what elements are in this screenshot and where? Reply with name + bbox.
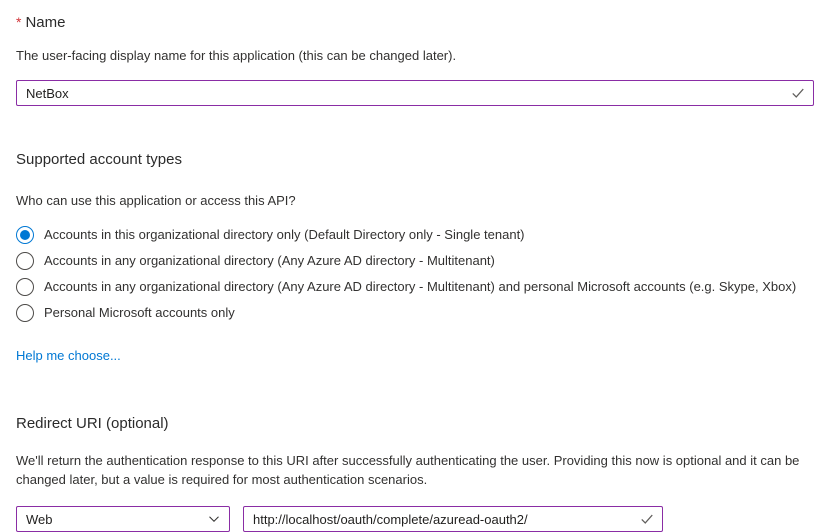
account-types-title: Supported account types xyxy=(16,151,182,168)
name-section-title xyxy=(16,12,814,33)
required-marker: * xyxy=(16,14,22,30)
account-types-radio-group xyxy=(16,222,814,326)
redirect-uri-description: We'll return the authentication response to this URI after successfully authenticating the user. Providing this now is optional and it can be changed later, but a value is required for most authentication scenarios. xyxy=(16,453,800,487)
account-types-question: Who can use this application or access this API? xyxy=(16,193,296,208)
help-me-choose-link[interactable]: Help me choose... xyxy=(16,348,121,363)
radio-button-icon[interactable] xyxy=(16,252,34,270)
redirect-uri-title: Redirect URI (optional) xyxy=(16,415,169,432)
name-input[interactable] xyxy=(16,80,814,106)
redirect-uri-field-wrap xyxy=(243,506,663,532)
radio-button-icon[interactable] xyxy=(16,278,34,296)
name-description: The user-facing display name for this application (this can be changed later). xyxy=(16,48,457,63)
platform-select[interactable] xyxy=(16,506,230,532)
radio-label[interactable]: Accounts in this organizational directory only (Default Directory only - Single tenant) xyxy=(44,227,525,242)
redirect-uri-input[interactable] xyxy=(243,506,663,532)
radio-single-tenant[interactable] xyxy=(16,222,814,248)
radio-button-icon[interactable] xyxy=(16,226,34,244)
radio-button-icon[interactable] xyxy=(16,304,34,322)
radio-personal-only[interactable] xyxy=(16,300,814,326)
radio-multitenant[interactable] xyxy=(16,248,814,274)
platform-select-value: Web xyxy=(26,511,53,527)
redirect-uri-row xyxy=(16,506,814,532)
name-field-wrap xyxy=(16,80,814,106)
chevron-down-icon xyxy=(208,513,220,525)
radio-label[interactable]: Personal Microsoft accounts only xyxy=(44,305,235,320)
radio-label[interactable]: Accounts in any organizational directory (Any Azure AD directory - Multitenant) xyxy=(44,253,495,268)
radio-multitenant-personal[interactable] xyxy=(16,274,814,300)
radio-label[interactable]: Accounts in any organizational directory (Any Azure AD directory - Multitenant) and personal Microsoft accounts (e.g. Skype, Xbox) xyxy=(44,279,797,294)
name-title-text: Name xyxy=(25,14,66,31)
